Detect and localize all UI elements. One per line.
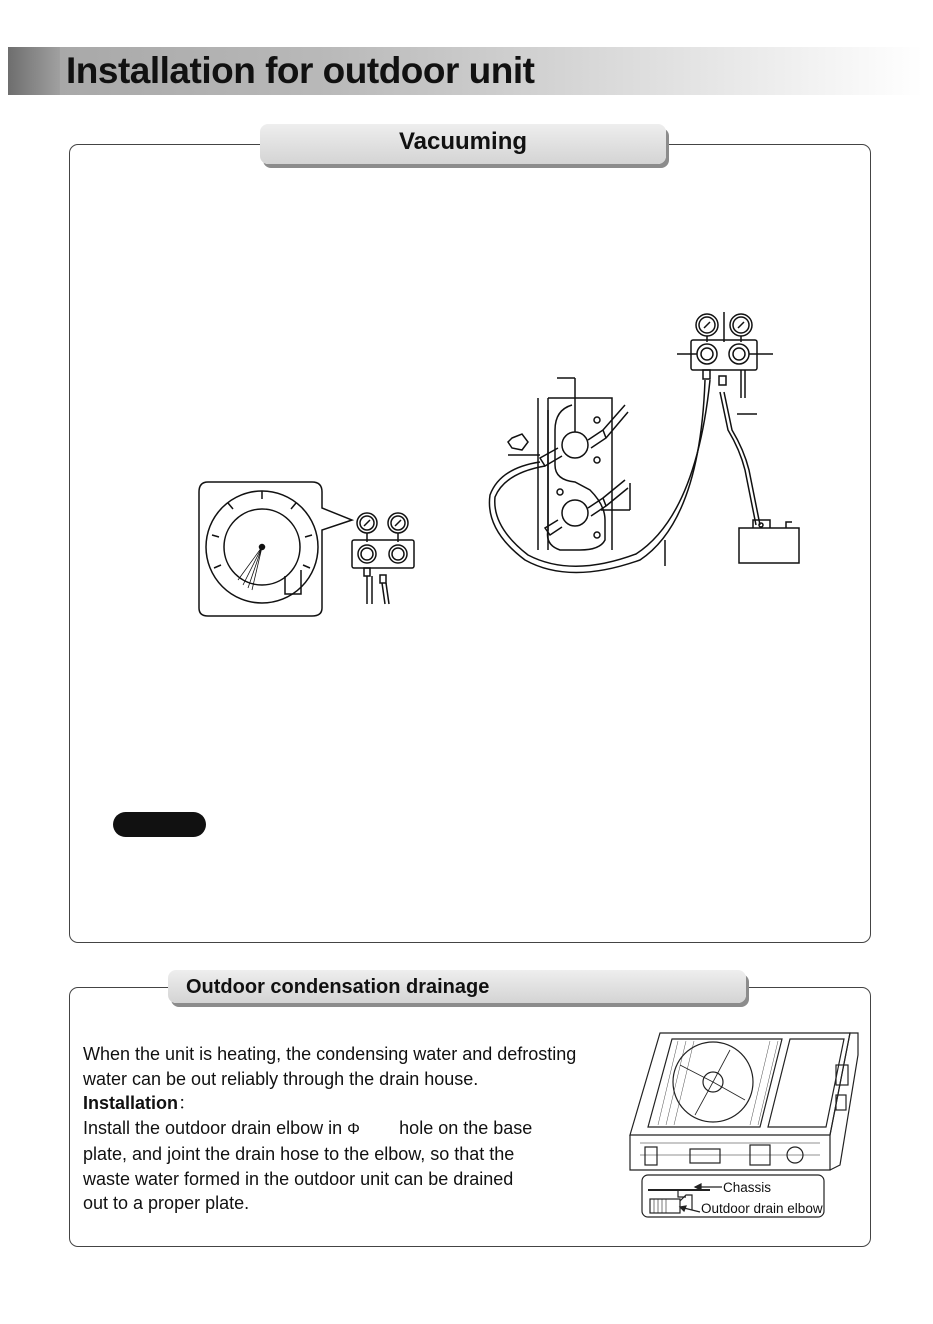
- pressure-gauge-callout: [199, 482, 352, 616]
- installation-line1-a: Install the outdoor drain elbow in: [83, 1117, 348, 1138]
- installation-line3: waste water formed in the outdoor unit can be drained: [83, 1168, 514, 1189]
- outdoor-unit-diagram: [600, 1025, 862, 1225]
- label-outdoor-drain-elbow: Outdoor drain elbow: [701, 1201, 823, 1216]
- label-chassis: Chassis: [723, 1180, 772, 1195]
- installation-colon: ：: [178, 1093, 197, 1113]
- installation-label: Installation: [83, 1093, 179, 1113]
- installation-line4: out to a proper plate.: [83, 1193, 250, 1213]
- vacuuming-heading: Vacuuming: [398, 128, 528, 155]
- manifold-gauge-large: [677, 312, 773, 398]
- installation-line1-b: hole on the base: [399, 1117, 533, 1138]
- manifold-gauge-small: [352, 513, 414, 604]
- drainage-intro-line2: water can be out reliably through the drain house.: [83, 1068, 479, 1089]
- vacuum-pump: [739, 520, 799, 563]
- installation-line1: [83, 1116, 628, 1143]
- drainage-intro-line1: When the unit is heating, the condensing water and defrosting: [83, 1044, 577, 1064]
- drainage-heading: Outdoor condensation drainage: [186, 976, 490, 998]
- drainage-description: [83, 1042, 628, 1216]
- installation-label-line: [83, 1091, 628, 1116]
- installation-line2: plate, and joint the drain hose to the elbow, so that the: [83, 1144, 515, 1164]
- service-valves: [508, 398, 628, 550]
- note-badge: [113, 812, 206, 837]
- phi-symbol: Φ: [347, 1120, 360, 1138]
- page-title: Installation for outdoor unit: [66, 50, 535, 91]
